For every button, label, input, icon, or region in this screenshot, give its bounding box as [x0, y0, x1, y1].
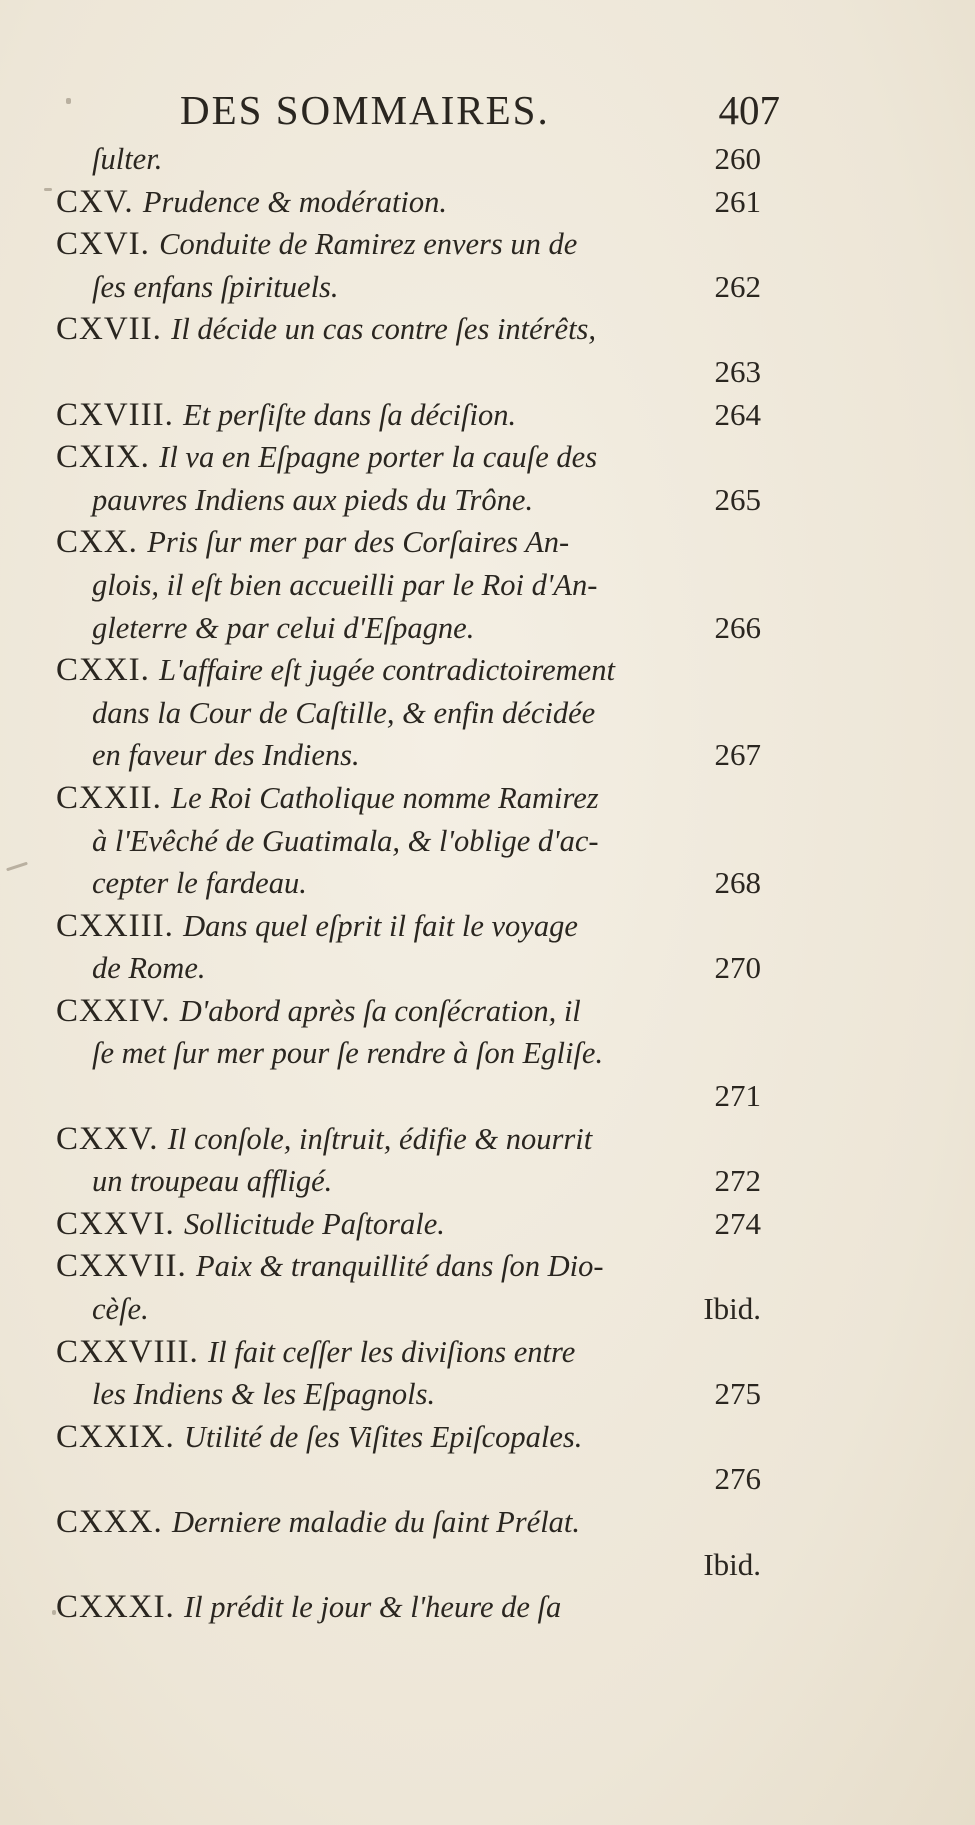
toc-line — [56, 308, 761, 351]
toc-line — [56, 223, 761, 266]
chapter-summary: ſes enfans ſpirituels. — [92, 269, 339, 304]
toc-line — [56, 1032, 761, 1075]
toc-line — [56, 266, 761, 309]
chapter-summary: glois, il eſt bien accueilli par le Roi d'An- — [92, 567, 598, 602]
chapter-number: CXXVIII. — [56, 1333, 208, 1370]
page-reference: 272 — [714, 1163, 761, 1199]
toc-line — [56, 1501, 761, 1544]
chapter-summary: Et perſiſte dans ſa déciſion. — [183, 397, 517, 432]
ink-speck — [6, 862, 28, 872]
toc-line — [56, 1331, 761, 1374]
chapter-number: CXXI. — [56, 652, 160, 689]
chapter-summary: gleterre & par celui d'Eſpagne. — [92, 610, 475, 645]
toc-line — [56, 607, 761, 650]
chapter-number: CXVIII. — [56, 396, 184, 433]
page-reference: 271 — [714, 1078, 761, 1114]
toc-line — [56, 947, 761, 990]
chapter-summary: de Rome. — [92, 951, 206, 986]
toc-line — [56, 1586, 761, 1629]
chapter-number: CXVII. — [56, 311, 172, 348]
chapter-summary: Le Roi Catholique nomme Ramirez — [171, 780, 599, 815]
toc-line — [56, 1288, 761, 1331]
table-of-contents — [56, 138, 761, 1629]
ink-speck — [66, 98, 71, 104]
chapter-number: CXXIX. — [56, 1418, 184, 1455]
chapter-number: CXXIV. — [56, 992, 180, 1029]
toc-line — [56, 692, 761, 735]
header-page-number: 407 — [718, 87, 780, 133]
page-reference: 262 — [714, 268, 761, 304]
chapter-number: CXXX. — [56, 1504, 173, 1540]
running-header — [180, 86, 780, 136]
chapter-summary: Il décide un cas contre ſes intérêts, — [171, 312, 597, 347]
chapter-number: CXXII. — [56, 779, 172, 816]
chapter-number: CXVI. — [56, 226, 160, 263]
chapter-number: CXXVII. — [56, 1248, 196, 1285]
chapter-summary: cèſe. — [92, 1292, 149, 1327]
page-reference: 276 — [714, 1461, 761, 1497]
toc-line — [56, 351, 761, 394]
header-title: DES SOMMAIRES. — [180, 87, 550, 133]
toc-line — [56, 905, 761, 948]
toc-line — [56, 1458, 761, 1501]
toc-line — [56, 479, 761, 522]
toc-line — [56, 394, 761, 437]
page-reference: 266 — [714, 609, 761, 645]
page-reference: 274 — [714, 1205, 761, 1241]
chapter-summary: Conduite de Ramirez envers un de — [159, 227, 578, 262]
page-reference: 260 — [714, 141, 761, 176]
chapter-number: CXIX. — [56, 439, 160, 476]
page-reference: Ibid. — [703, 1546, 761, 1582]
page-reference: 267 — [714, 737, 761, 773]
toc-line — [56, 777, 761, 820]
chapter-summary: dans la Cour de Caſtille, & enfin décidée — [92, 695, 596, 730]
toc-line — [56, 820, 761, 863]
chapter-number: CXXVI. — [56, 1205, 184, 1242]
chapter-number: CXX. — [56, 524, 148, 561]
page-reference: Ibid. — [703, 1291, 761, 1327]
chapter-summary: cepter le fardeau. — [92, 866, 307, 901]
chapter-summary: Il fait ceſſer les diviſions entre — [207, 1334, 576, 1369]
toc-line — [56, 1416, 761, 1459]
chapter-summary: les Indiens & les Eſpagnols. — [92, 1377, 436, 1412]
chapter-summary: D'abord après ſa conſécration, il — [179, 993, 581, 1028]
chapter-summary: Paix & tranquillité dans ſon Dio- — [195, 1249, 604, 1284]
toc-line — [56, 1160, 761, 1203]
toc-line — [56, 990, 761, 1033]
chapter-summary: ſulter. — [92, 142, 163, 176]
page-reference: 275 — [714, 1376, 761, 1412]
chapter-summary: en faveur des Indiens. — [92, 738, 360, 773]
chapter-summary: Pris ſur mer par des Corſaires An- — [147, 525, 570, 560]
toc-line — [56, 138, 761, 181]
chapter-summary: L'affaire eſt jugée contradictoirement — [159, 653, 615, 688]
chapter-number: CXXV. — [56, 1120, 168, 1157]
chapter-summary: Dans quel eſprit il fait le voyage — [183, 908, 578, 943]
chapter-summary: à l'Evêché de Guatimala, & l'oblige d'ac- — [92, 823, 599, 858]
toc-line — [56, 1075, 761, 1118]
chapter-summary: Prudence & modération. — [142, 184, 448, 219]
chapter-number: CXXXI. — [56, 1589, 184, 1626]
ink-speck — [44, 188, 52, 191]
toc-line — [56, 1245, 761, 1288]
page-reference: 263 — [714, 353, 761, 389]
toc-line — [56, 1118, 761, 1161]
chapter-summary: Sollicitude Paſtorale. — [184, 1206, 445, 1241]
toc-line — [56, 436, 761, 479]
chapter-summary: Utilité de ſes Viſites Epiſcopales. — [184, 1419, 583, 1454]
toc-line — [56, 649, 761, 692]
toc-line — [56, 1544, 761, 1587]
toc-line — [56, 1203, 761, 1246]
toc-line — [56, 521, 761, 564]
chapter-number: CXXIII. — [56, 907, 184, 944]
page-reference: 264 — [714, 396, 761, 432]
toc-line — [56, 564, 761, 607]
page-reference: 261 — [714, 183, 761, 219]
chapter-summary: Derniere maladie du ſaint Prélat. — [172, 1505, 581, 1539]
toc-line — [56, 734, 761, 777]
chapter-summary: Il va en Eſpagne porter la cauſe des — [159, 440, 598, 475]
chapter-summary: Il conſole, inſtruit, édifie & nourrit — [167, 1121, 593, 1156]
chapter-number: CXV. — [56, 183, 143, 220]
page-reference: 270 — [714, 950, 761, 986]
chapter-summary: ſe met ſur mer pour ſe rendre à ſon Egliſe. — [92, 1036, 604, 1071]
toc-line — [56, 181, 761, 224]
chapter-summary: un troupeau affligé. — [92, 1164, 333, 1199]
chapter-summary: pauvres Indiens aux pieds du Trône. — [92, 482, 534, 517]
page-reference: 265 — [714, 481, 761, 517]
page-reference: 268 — [714, 865, 761, 901]
chapter-summary: Il prédit le jour & l'heure de ſa — [184, 1590, 562, 1625]
toc-line — [56, 1373, 761, 1416]
toc-line — [56, 862, 761, 905]
